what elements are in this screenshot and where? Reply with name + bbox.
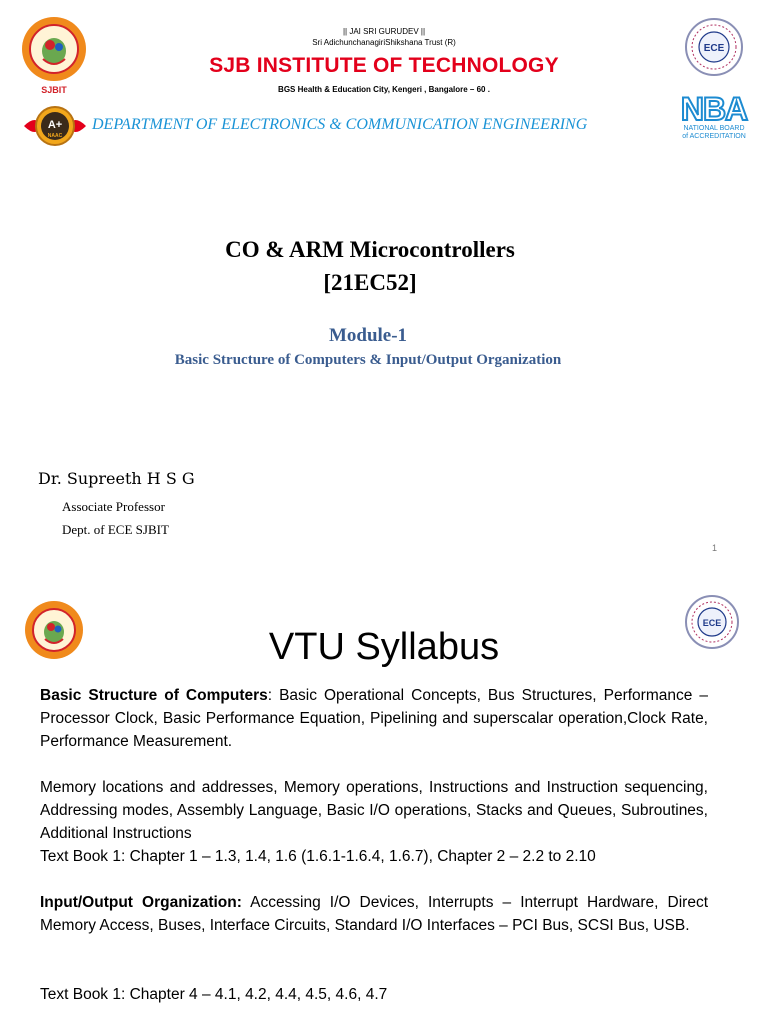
para3-heading: Input/Output Organization: xyxy=(40,894,242,911)
syllabus-textbook-2: Text Book 1: Chapter 4 – 4.1, 4.2, 4.4, 4.5, 4.6, 4.7 xyxy=(40,986,388,1003)
author-designation: Associate Professor xyxy=(62,499,165,514)
course-code: [21EC52] xyxy=(323,270,417,295)
nba-logo xyxy=(676,88,752,140)
author-department: Dept. of ECE SJBIT xyxy=(62,522,169,537)
para1-text: : Basic Operational Concepts, Bus Structures, Performance – Processor Clock, Basic Performance Equation, Pipelining and superscalar operation,Clock Rate, Performance Measurement. xyxy=(40,687,708,750)
trust-motto: || JAI SRI GURUDEV || xyxy=(342,27,426,36)
module-subtitle: Basic Structure of Computers & Input/Output Organization xyxy=(174,352,562,368)
institute-address: BGS Health & Education City, Kengeri , Bangalore – 60 . xyxy=(278,85,490,94)
course-title: CO & ARM Microcontrollers xyxy=(225,237,515,262)
syllabus-title: VTU Syllabus xyxy=(268,626,500,668)
module-title: Module-1 xyxy=(328,325,408,346)
syllabus-para-io-organization xyxy=(40,891,708,937)
para2-text: Memory locations and addresses, Memory operations, Instructions and Instruction sequencing, Addressing modes, Assembly Language, Basic I/O operations, Stacks and Queues, Subroutines, Additional Instructions xyxy=(40,779,708,842)
ece-seal-label: ECE xyxy=(703,43,725,54)
page-number: 1 xyxy=(712,543,718,553)
syllabus-slide xyxy=(0,583,768,1024)
syllabus-textbook-1: Text Book 1: Chapter 1 – 1.3, 1.4, 1.6 (1.6.1-1.6.4, 1.6.7), Chapter 2 – 2.2 to 2.10 xyxy=(40,848,596,865)
syllabus-para-basic-structure xyxy=(40,684,708,753)
sjbit-logo-label: SJBIT xyxy=(41,85,67,95)
syllabus-para-memory xyxy=(40,776,708,845)
para1-heading: Basic Structure of Computers xyxy=(40,687,268,704)
nba-logo-sub2: of ACCREDITATION xyxy=(682,133,746,140)
ece-seal-icon xyxy=(684,17,744,77)
ece-seal-small-label: ECE xyxy=(702,618,722,628)
naac-grade: A+ xyxy=(47,119,63,131)
naac-label: NAAC xyxy=(47,133,63,139)
para3-text: Accessing I/O Devices, Interrupts – Interrupt Hardware, Direct Memory Access, Buses, Interface Circuits, Standard I/O Interfaces – PCI Bus, SCSI Bus, USB. xyxy=(40,894,708,934)
nba-logo-sub1: NATIONAL BOARD xyxy=(683,125,745,132)
author-name: Dr. Supreeth H S G xyxy=(38,469,195,488)
institute-name: SJB INSTITUTE OF TECHNOLOGY xyxy=(209,54,559,77)
trust-name: Sri AdichunchanagiriShikshana Trust (R) xyxy=(312,38,456,47)
naac-badge xyxy=(22,104,88,148)
nba-logo-text: NBA xyxy=(680,91,748,127)
department-name: DEPARTMENT OF ELECTRONICS & COMMUNICATION ENGINEERING xyxy=(92,116,588,133)
